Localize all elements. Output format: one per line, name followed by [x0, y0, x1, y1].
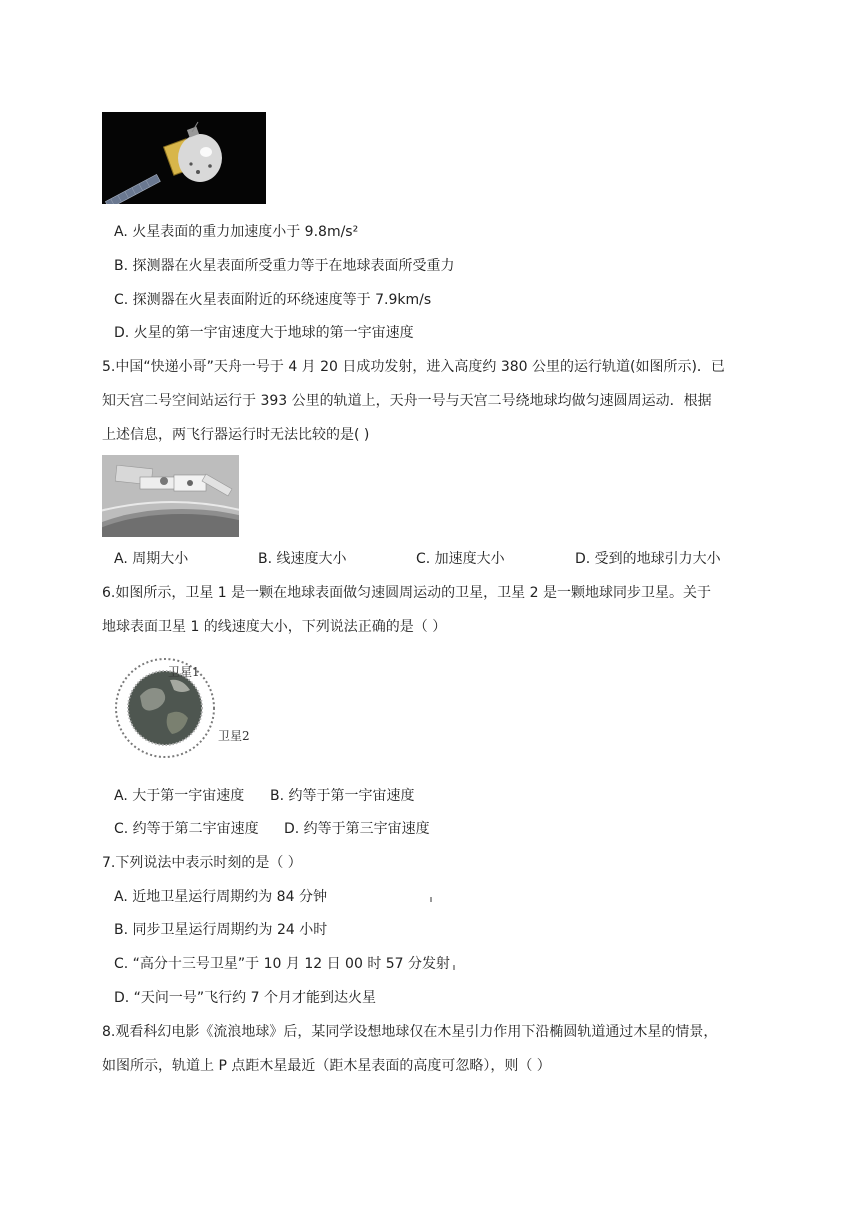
q8-stem-line-2: 如图所示，轨道上 P 点距木星最近（距木星表面的高度可忽略），则（ ） [102, 1058, 551, 1074]
q6-option-b: B. 约等于第一宇宙速度 [270, 788, 415, 804]
q8-stem-line-1: 8.观看科幻电影《流浪地球》后，某同学设想地球仅在木星引力作用下沿椭圆轨道通过木星的情景， [102, 1024, 718, 1040]
q7-option-c: C. “高分十三号卫星”于 10 月 12 日 00 时 57 分发射 [114, 956, 451, 972]
q5-option-b: B. 线速度大小 [258, 551, 347, 567]
mars-probe-figure [102, 112, 266, 204]
q4-option-c: C. 探测器在火星表面附近的环绕速度等于 7.9km/s [114, 292, 432, 308]
q7-option-b: B. 同步卫星运行周期约为 24 小时 [114, 922, 328, 938]
spacecraft-docking-illustration [102, 455, 239, 537]
tiangong-figure [102, 455, 239, 537]
q7-stem: 7.下列说法中表示时刻的是（ ） [102, 855, 302, 871]
scan-mark [453, 965, 455, 970]
q5-stem-line-2: 知天宫二号空间站运行于 393 公里的轨道上，天舟一号与天宫二号绕地球均做匀速圆周运动．根据 [102, 393, 712, 409]
label-satellite-2: 卫星2 [218, 729, 250, 743]
q7-option-a: A. 近地卫星运行周期约为 84 分钟 [114, 889, 327, 905]
q4-option-d: D. 火星的第一宇宙速度大于地球的第一宇宙速度 [114, 325, 414, 341]
label-satellite-1: 卫星1 [168, 665, 200, 679]
scan-mark [430, 897, 432, 902]
q4-option-b: B. 探测器在火星表面所受重力等于在地球表面所受重力 [114, 258, 455, 274]
mars-probe-illustration [102, 112, 266, 204]
q4-option-a: A. 火星表面的重力加速度小于 9.8m/s² [114, 224, 359, 240]
q5-option-a: A. 周期大小 [114, 551, 189, 567]
q6-stem-line-1: 6.如图所示，卫星 1 是一颗在地球表面做匀速圆周运动的卫星，卫星 2 是一颗地球同步卫星。关于 [102, 585, 711, 601]
q6-option-d: D. 约等于第三宇宙速度 [284, 821, 430, 837]
q6-option-c: C. 约等于第二宇宙速度 [114, 821, 259, 837]
q6-stem-line-2: 地球表面卫星 1 的线速度大小，下列说法正确的是（ ） [102, 619, 447, 635]
q5-stem-line-1: 5.中国“快递小哥”天舟一号于 4 月 20 日成功发射，进入高度约 380 公里的运行轨道(如图所示)．已 [102, 359, 725, 375]
q5-option-d: D. 受到的地球引力大小 [575, 551, 721, 567]
q5-option-c: C. 加速度大小 [416, 551, 505, 567]
earth-orbits-diagram [110, 656, 270, 761]
q7-option-d: D. “天问一号”飞行约 7 个月才能到达火星 [114, 990, 376, 1006]
q6-option-a: A. 大于第一宇宙速度 [114, 788, 245, 804]
satellite-orbit-figure [110, 656, 270, 761]
q5-stem-line-3: 上述信息，两飞行器运行时无法比较的是( ) [102, 427, 370, 443]
